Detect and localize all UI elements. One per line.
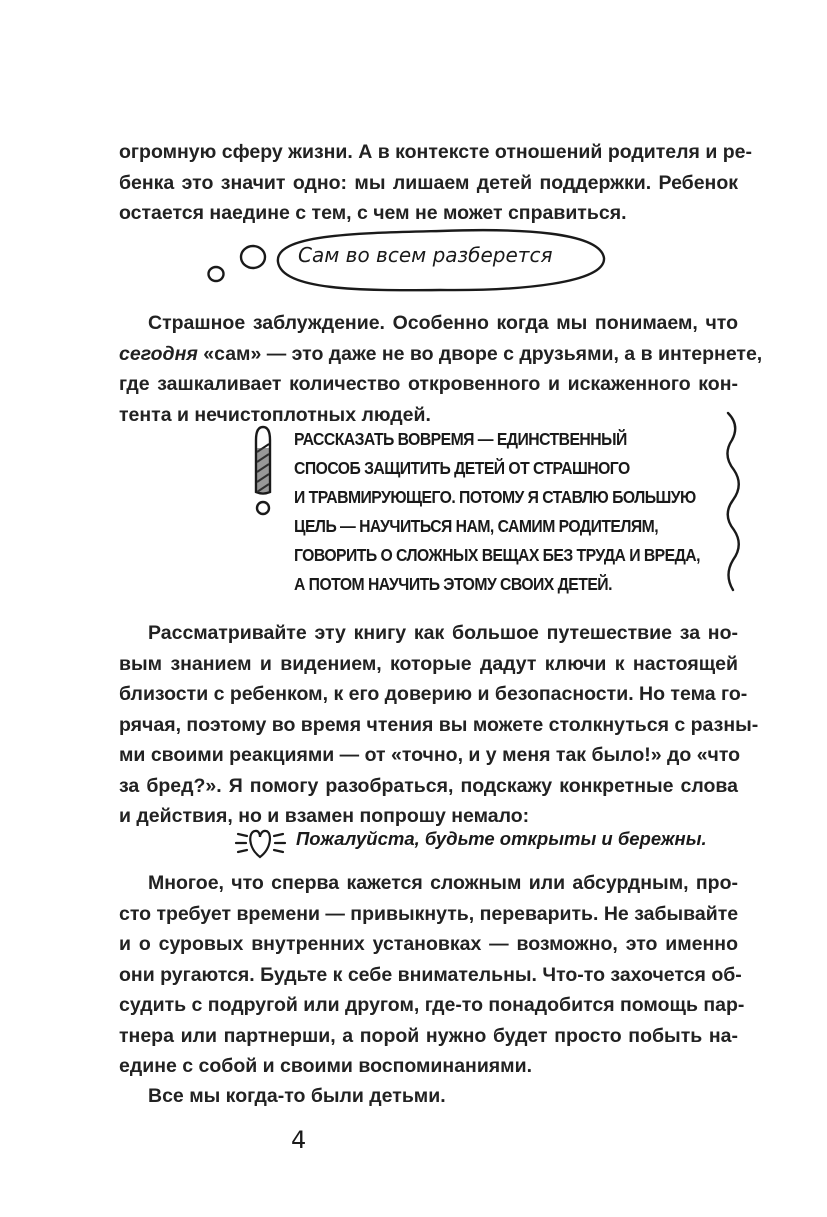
text-line: рячая, поэтому во время чтения вы можете столкнуться с разны- bbox=[119, 713, 759, 736]
callout-line: ЦЕЛЬ — НАУЧИТЬСЯ НАМ, САМИМ РОДИТЕЛЯМ, bbox=[294, 516, 659, 536]
callout-line: И ТРАВМИРУЮЩЕГО. ПОТОМУ Я СТАВЛЮ БОЛЬШУЮ bbox=[294, 487, 696, 507]
thought-bubble-text: Сам во всем разберется bbox=[298, 243, 553, 267]
callout-line: ГОВОРИТЬ О СЛОЖНЫХ ВЕЩАХ БЕЗ ТРУДА И ВРЕДА, bbox=[294, 545, 700, 565]
text-line: Многое, что сперва кажется сложным или абсурдным, про- bbox=[148, 872, 738, 894]
text-line: и действия, но и взамен попрошу немало: bbox=[119, 805, 530, 827]
text-line: судить с подругой или другом, где-то понадобится помощь пар- bbox=[119, 994, 745, 1016]
callout-line: РАССКАЗАТЬ ВОВРЕМЯ — ЕДИНСТВЕННЫЙ bbox=[294, 429, 627, 449]
text-line: бенка это значит одно: мы лишаем детей поддержки. Ребенок bbox=[119, 171, 738, 194]
text-line: близости с ребенком, к его доверию и безопасности. Но тема го- bbox=[119, 683, 748, 705]
text-line: тента и нечистоплотных людей. bbox=[119, 403, 431, 426]
paragraph-misconception bbox=[119, 308, 763, 430]
text-line: вым знанием и видением, которые дадут ключи к настоящей bbox=[119, 652, 738, 675]
text-line: ми своими реакциями — от «точно, и у меня так было!» до «что bbox=[119, 744, 741, 766]
exclamation-icon bbox=[256, 427, 270, 514]
wavy-bracket-icon bbox=[727, 413, 738, 590]
callout-line: А ПОТОМ НАУЧИТЬ ЭТОМУ СВОИХ ДЕТЕЙ. bbox=[294, 574, 612, 594]
text-line: где зашкаливает количество откровенного и искаженного кон- bbox=[119, 373, 738, 395]
text-line: остается наедине с тем, с чем не может справиться. bbox=[119, 202, 627, 224]
paragraph-closing bbox=[119, 1081, 738, 1112]
text-line: огромную сферу жизни. А в контексте отношений родителя и ре- bbox=[119, 141, 752, 163]
page-number: 4 bbox=[291, 1126, 307, 1154]
text-line: Рассматривайте эту книгу как большое путешествие за но- bbox=[148, 622, 738, 644]
text-line: и о суровых внутренних установках — возможно, это именно bbox=[119, 933, 738, 955]
text-line: они ругаются. Будьте к себе внимательны. Что-то захочется об- bbox=[119, 963, 742, 986]
text-line: едине с собой и своими воспоминаниями. bbox=[119, 1055, 533, 1077]
italic-word: сегодня bbox=[119, 342, 198, 365]
text-line: Все мы когда-то были детьми. bbox=[148, 1085, 446, 1107]
warning-callout bbox=[294, 425, 714, 599]
paragraph-advice bbox=[119, 868, 745, 1082]
paragraph-journey bbox=[119, 618, 759, 832]
text-line: Страшное заблуждение. Особенно когда мы понимаем, что bbox=[148, 312, 738, 334]
text-line: тнера или партнерши, а порой нужно будет просто побыть на- bbox=[119, 1024, 738, 1047]
text-line: за бред?». Я помогу разобраться, подскажу конкретные слова bbox=[119, 774, 738, 797]
callout-line: СПОСОБ ЗАЩИТИТЬ ДЕТЕЙ ОТ СТРАШНОГО bbox=[294, 458, 630, 478]
text-fragment: «сам» — это даже не во дворе с друзьями, а в интернете, bbox=[197, 342, 763, 365]
text-line: сто требует времени — привыкнуть, переварить. Не забывайте bbox=[119, 902, 739, 925]
heart-note-text: Пожалуйста, будьте открыты и бережны. bbox=[296, 828, 707, 849]
paragraph-intro bbox=[119, 137, 752, 229]
text-line bbox=[119, 339, 763, 370]
heart-icon bbox=[236, 831, 285, 857]
